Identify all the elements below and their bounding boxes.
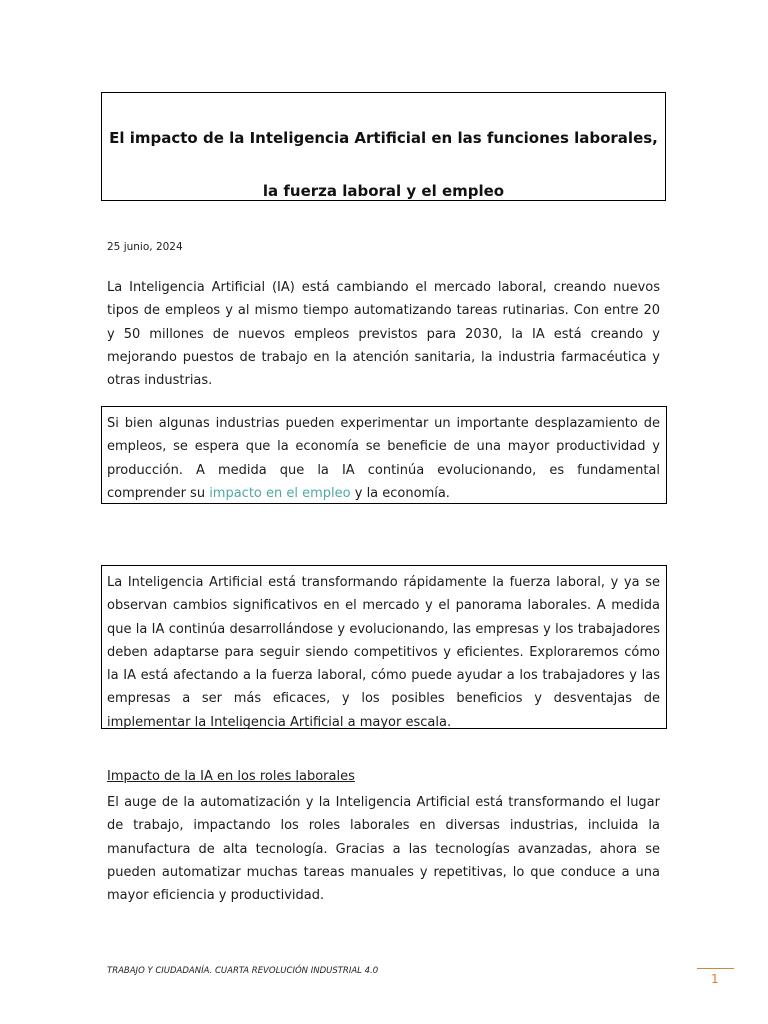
highlight-box-1 (101, 406, 667, 504)
publication-date: 25 junio, 2024 (107, 241, 183, 253)
section-paragraph: El auge de la automatización y la Inteligencia Artificial está transformando el lugar de trabajo, impactando los roles laborales en diversas industrias, incluida la manufactura de alta tecnología. Gracias a las tecnologías avanzadas, ahora se pueden automatizar muchas tareas manuales y repetitivas, lo que conduce a una mayor eficiencia y productividad. (107, 795, 660, 904)
highlight-box-1-text-end: y la economía. (350, 485, 450, 501)
page-footer: TRABAJO Y CIUDADANÍA. CUARTA REVOLUCIÓN INDUSTRIAL 4.0 (107, 966, 379, 976)
highlight-box-2-text: La Inteligencia Artificial está transformando rápidamente la fuerza laboral, y ya se observan cambios significativos en el mercado y el panorama laborales. A medida que la IA continúa desarrollándose y evolucionando, las empresas y los trabajadores deben adaptarse para seguir siendo competitivos y eficientes. Exploraremos cómo la IA está afectando a la fuerza laboral, cómo puede ayudar a los trabajadores y las empresas a ser más eficaces, y los posibles beneficios y desventajas de implementar la Inteligencia Artificial a mayor escala. (107, 575, 660, 730)
section-heading: Impacto de la IA en los roles laborales (107, 769, 355, 784)
intro-paragraph: La Inteligencia Artificial (IA) está cambiando el mercado laboral, creando nuevos tipos de empleos y al mismo tiempo automatizando tareas rutinarias. Con entre 20 y 50 millones de nuevos empleos previstos para 2030, la IA está creando y mejorando puestos de trabajo en la atención sanitaria, la industria farmacéutica y otras industrias. (107, 280, 660, 389)
document-title-line-2: la fuerza laboral y el empleo (262, 182, 505, 200)
page-number-rule (697, 968, 734, 969)
document-title-line-1: El impacto de la Inteligencia Artificial en las funciones laborales, (109, 129, 658, 147)
highlight-box-2 (101, 565, 667, 729)
employment-impact-link[interactable]: impacto en el empleo (209, 485, 351, 501)
title-box (101, 92, 666, 201)
page-number: 1 (711, 972, 719, 986)
highlight-box-1-text-start: Si bien algunas industrias pueden experimentar un importante desplazamiento de empleos, se espera que la economía se beneficie de una mayor productividad y producción. A medida que la IA continúa evolucionando, es fundamental comprender su (107, 416, 660, 501)
highlight-box-1-text (107, 412, 660, 505)
